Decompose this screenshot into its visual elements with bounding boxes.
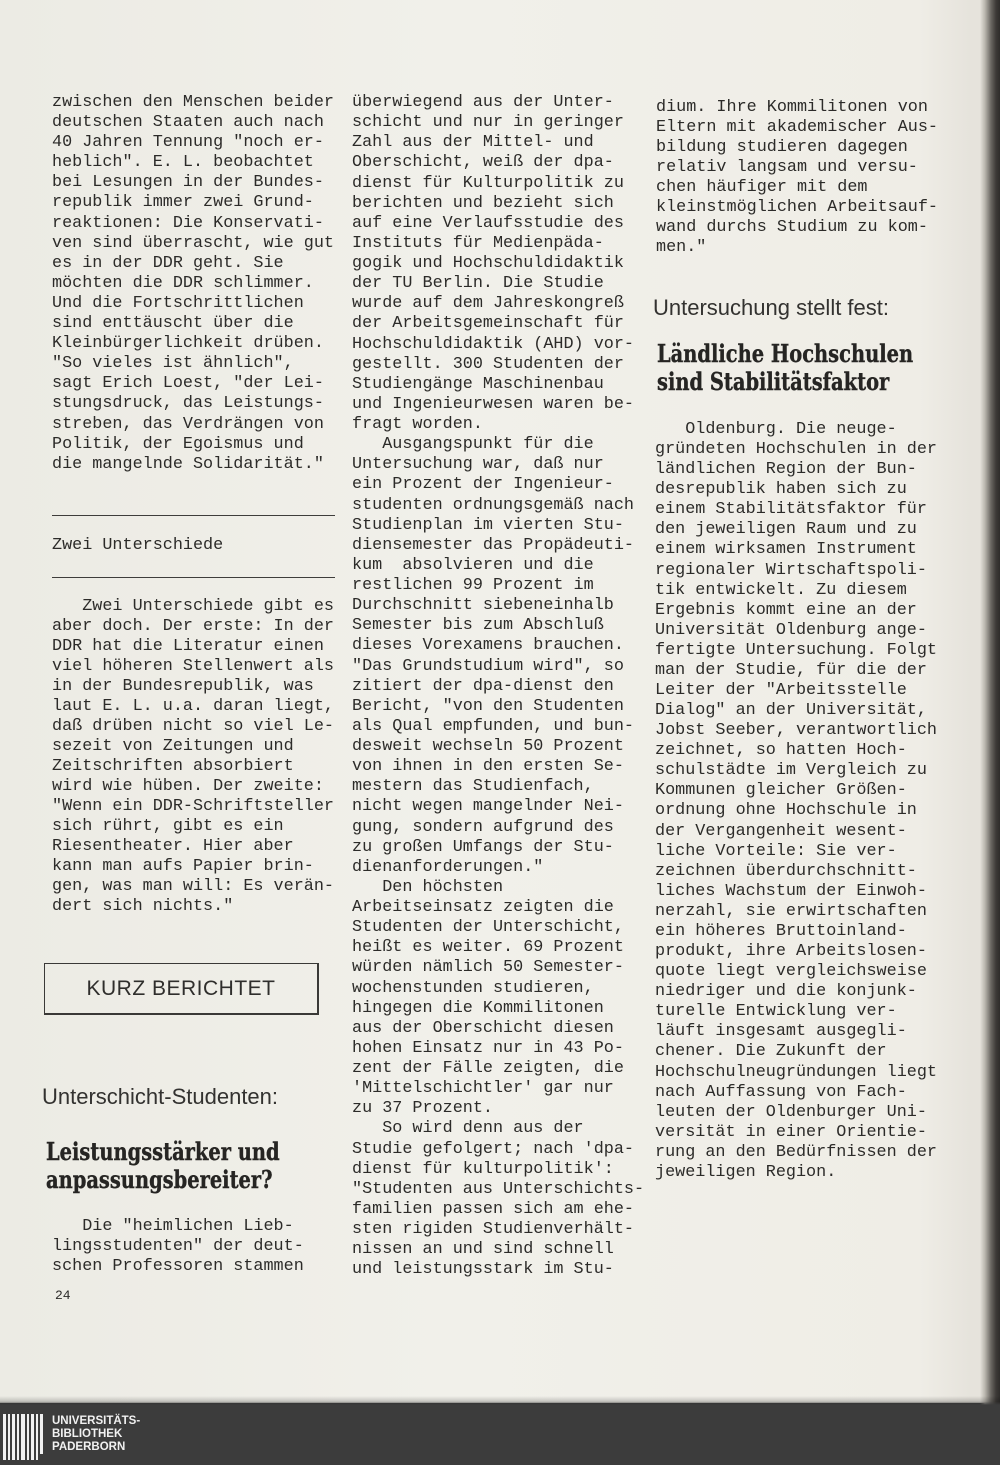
kicker-unterschicht-studenten: Unterschicht-Studenten: (42, 1084, 279, 1109)
library-logo-text-line: UNIVERSITÄTS- (52, 1415, 141, 1427)
headline-leistungsstaerker-line-2: anpassungsbereiter? (46, 1165, 273, 1194)
headline-laendliche-hochschulen-line-1: Ländliche Hochschulen (657, 339, 914, 368)
article-intro-text: Die "heimlichen Lieb- lingsstudenten" der deut- schen Professoren stammen (52, 1217, 304, 1276)
section-rule-bottom (52, 577, 335, 578)
page-number: 24 (55, 1288, 71, 1303)
article-oldenburg-text: Oldenburg. Die neuge- gründeten Hochschulen in der ländlichen Region der Bun- desrepublik haben sich zu einem Stabilitätsfaktor für den jeweiligen Raum und zu einem wirksamen Instrument regionaler Wirtschaftspoli- tik entwickelt. Zu diesem Ergebnis kommt eine an der Universität Oldenburg ange- fertigte Untersuchung. Folgt man der Studie, für die der Leiter der "Arbeitsstelle Dialog" an der Universität, Jobst Seeber, verantwortlich zeichnet, so hatten Hoch- schulstädte im Vergleich zu Kommunen gleicher Größen- ordnung ohne Hochschule in der Vergangenheit wesent- liche Vorteile: Sie ver- zeichnen überdurchschnitt- liches Wachstum der Einwoh- nerzahl, sie erwirtschaften ein höheres Bruttoinland- produkt, ihre Arbeitslosen- quote liegt vergleichsweise niedriger und die konjunk- turelle Entwicklung ver- läuft insgesamt ausgegli- chener. Die Zukunft der Hochschulneugründungen liegt nach Auffassung von Fach- leuten der Oldenburger Uni- versität in einer Orientie- rung an den Bedürfnissen der jeweiligen Region. (655, 420, 937, 1182)
library-logo-mark-icon (2, 1414, 44, 1460)
library-logo-text-line: BIBLIOTHEK (52, 1427, 123, 1440)
library-logo-text-line: PADERBORN (52, 1440, 126, 1453)
column-2-article-text: überwiegend aus der Unter- schicht und nur in geringer Zahl aus der Mittel- und Oberschicht, weiß der dpa- dienst für Kulturpolitik zu berichten und bezieht sich auf eine Verlaufsstudie des Instituts für Medienpäda- gogik und Hochschuldidaktik der TU Berlin. Die Studie wurde auf dem Jahreskongreß der Arbeitsgemeinschaft für Hochschuldidaktik (AHD) vor- gestellt. 300 Studenten der Studiengänge Maschinenbau und Ingenieurwesen waren be- fragt worden. Ausgangspunkt für die Untersuchung war, daß nur ein Prozent der Ingenieur- studenten ordnungsgemäß nach Studienplan im vierten Stu- diensemester das Propädeuti- kum absolvieren und die restlichen 99 Prozent im Durchschnitt siebeneinhalb Semester bis zum Abschluß dieses Vorexamens brauchen. "Das Grundstudium wird", so zitiert der dpa-dienst den Bericht, "von den Studenten als Qual empfunden, und bun- desweit wechseln 50 Prozent von ihnen in den ersten Se- mestern das Studienfach, nicht wegen mangelnder Nei- gung, sondern aufgrund des zu großen Umfangs der Stu- dienanforderungen." Den höchsten Arbeitseinsatz zeigten die Studenten der Unterschicht, heißt es weiter. 69 Prozent würden nämlich 50 Semester- wochenstunden studieren, hingegen die Kommilitonen aus der Oberschicht diesen hohen Einsatz nur in 43 Po- zent der Fälle zeigten, die 'Mittelschichtler' gar nur zu 37 Prozent. So wird denn aus der Studie gefolgert; nach 'dpa- dienst für kulturpolitik': "Studenten aus Unterschichts- familien passen sich am ehe- sten rigiden Studienverhält- nissen an und sind schnell und leistungsstark im Stu- (352, 93, 645, 1280)
paper-bottom-edge (0, 1396, 1000, 1405)
headline-laendliche-hochschulen-line-2: sind Stabilitätsfaktor (657, 367, 890, 396)
kurz-berichtet-label: KURZ BERICHTET (86, 977, 276, 1000)
page-binding-edge (980, 0, 1000, 1405)
kicker-untersuchung-stellt-fest: Untersuchung stellt fest: (653, 295, 890, 320)
headline-leistungsstaerker-line-1: Leistungsstärker und (46, 1137, 280, 1166)
article-paragraph-zwei-unterschiede: Zwei Unterschiede gibt es aber doch. Der erste: In der DDR hat die Literatur einen viel höheren Stellenwert als in der Bundesrepublik, was laut E. L. u.a. daran liegt, daß drüben nicht so viel Le- sezeit von Zeitungen und Zeitschriften absorbiert wird wie hüben. Der zweite: "Wenn ein DDR-Schriftsteller sich rührt, gibt es ein Riesentheater. Hier aber kann man aufs Papier brin- gen, was man will: Es verän- dert sich nichts." (52, 597, 334, 916)
article-continuation-text: zwischen den Menschen beider deutschen Staaten auch nach 40 Jahren Tennung "noch er- heblich". E. L. beobachtet bei Lesungen in der Bundes- republik immer zwei Grund- reaktionen: Die Konservati- ven sind überrascht, wie gut es in der DDR geht. Sie möchten die DDR schlimmer. Und die Fortschrittlichen sind enttäuscht über die Kleinbürgerlichkeit drüben. "So vieles ist ähnlich", sagt Erich Loest, "der Lei- stungsdruck, das Leistungs- streben, das Verdrängen von Politik, der Egoismus und die mangelnde Solidarität." (52, 93, 334, 474)
subheading-zwei-unterschiede: Zwei Unterschiede (52, 536, 224, 555)
column-3-continuation-text: dium. Ihre Kommilitonen von Eltern mit akademischer Aus- bildung studieren dagegen relativ langsam und versu- chen häufiger mit dem kleinstmöglichen Arbeitsauf- wand durchs Studium zu kom- men." (656, 98, 938, 257)
section-rule-top (52, 515, 335, 516)
kurz-berichtet-box (44, 963, 319, 1015)
library-logo-text (52, 1415, 140, 1453)
